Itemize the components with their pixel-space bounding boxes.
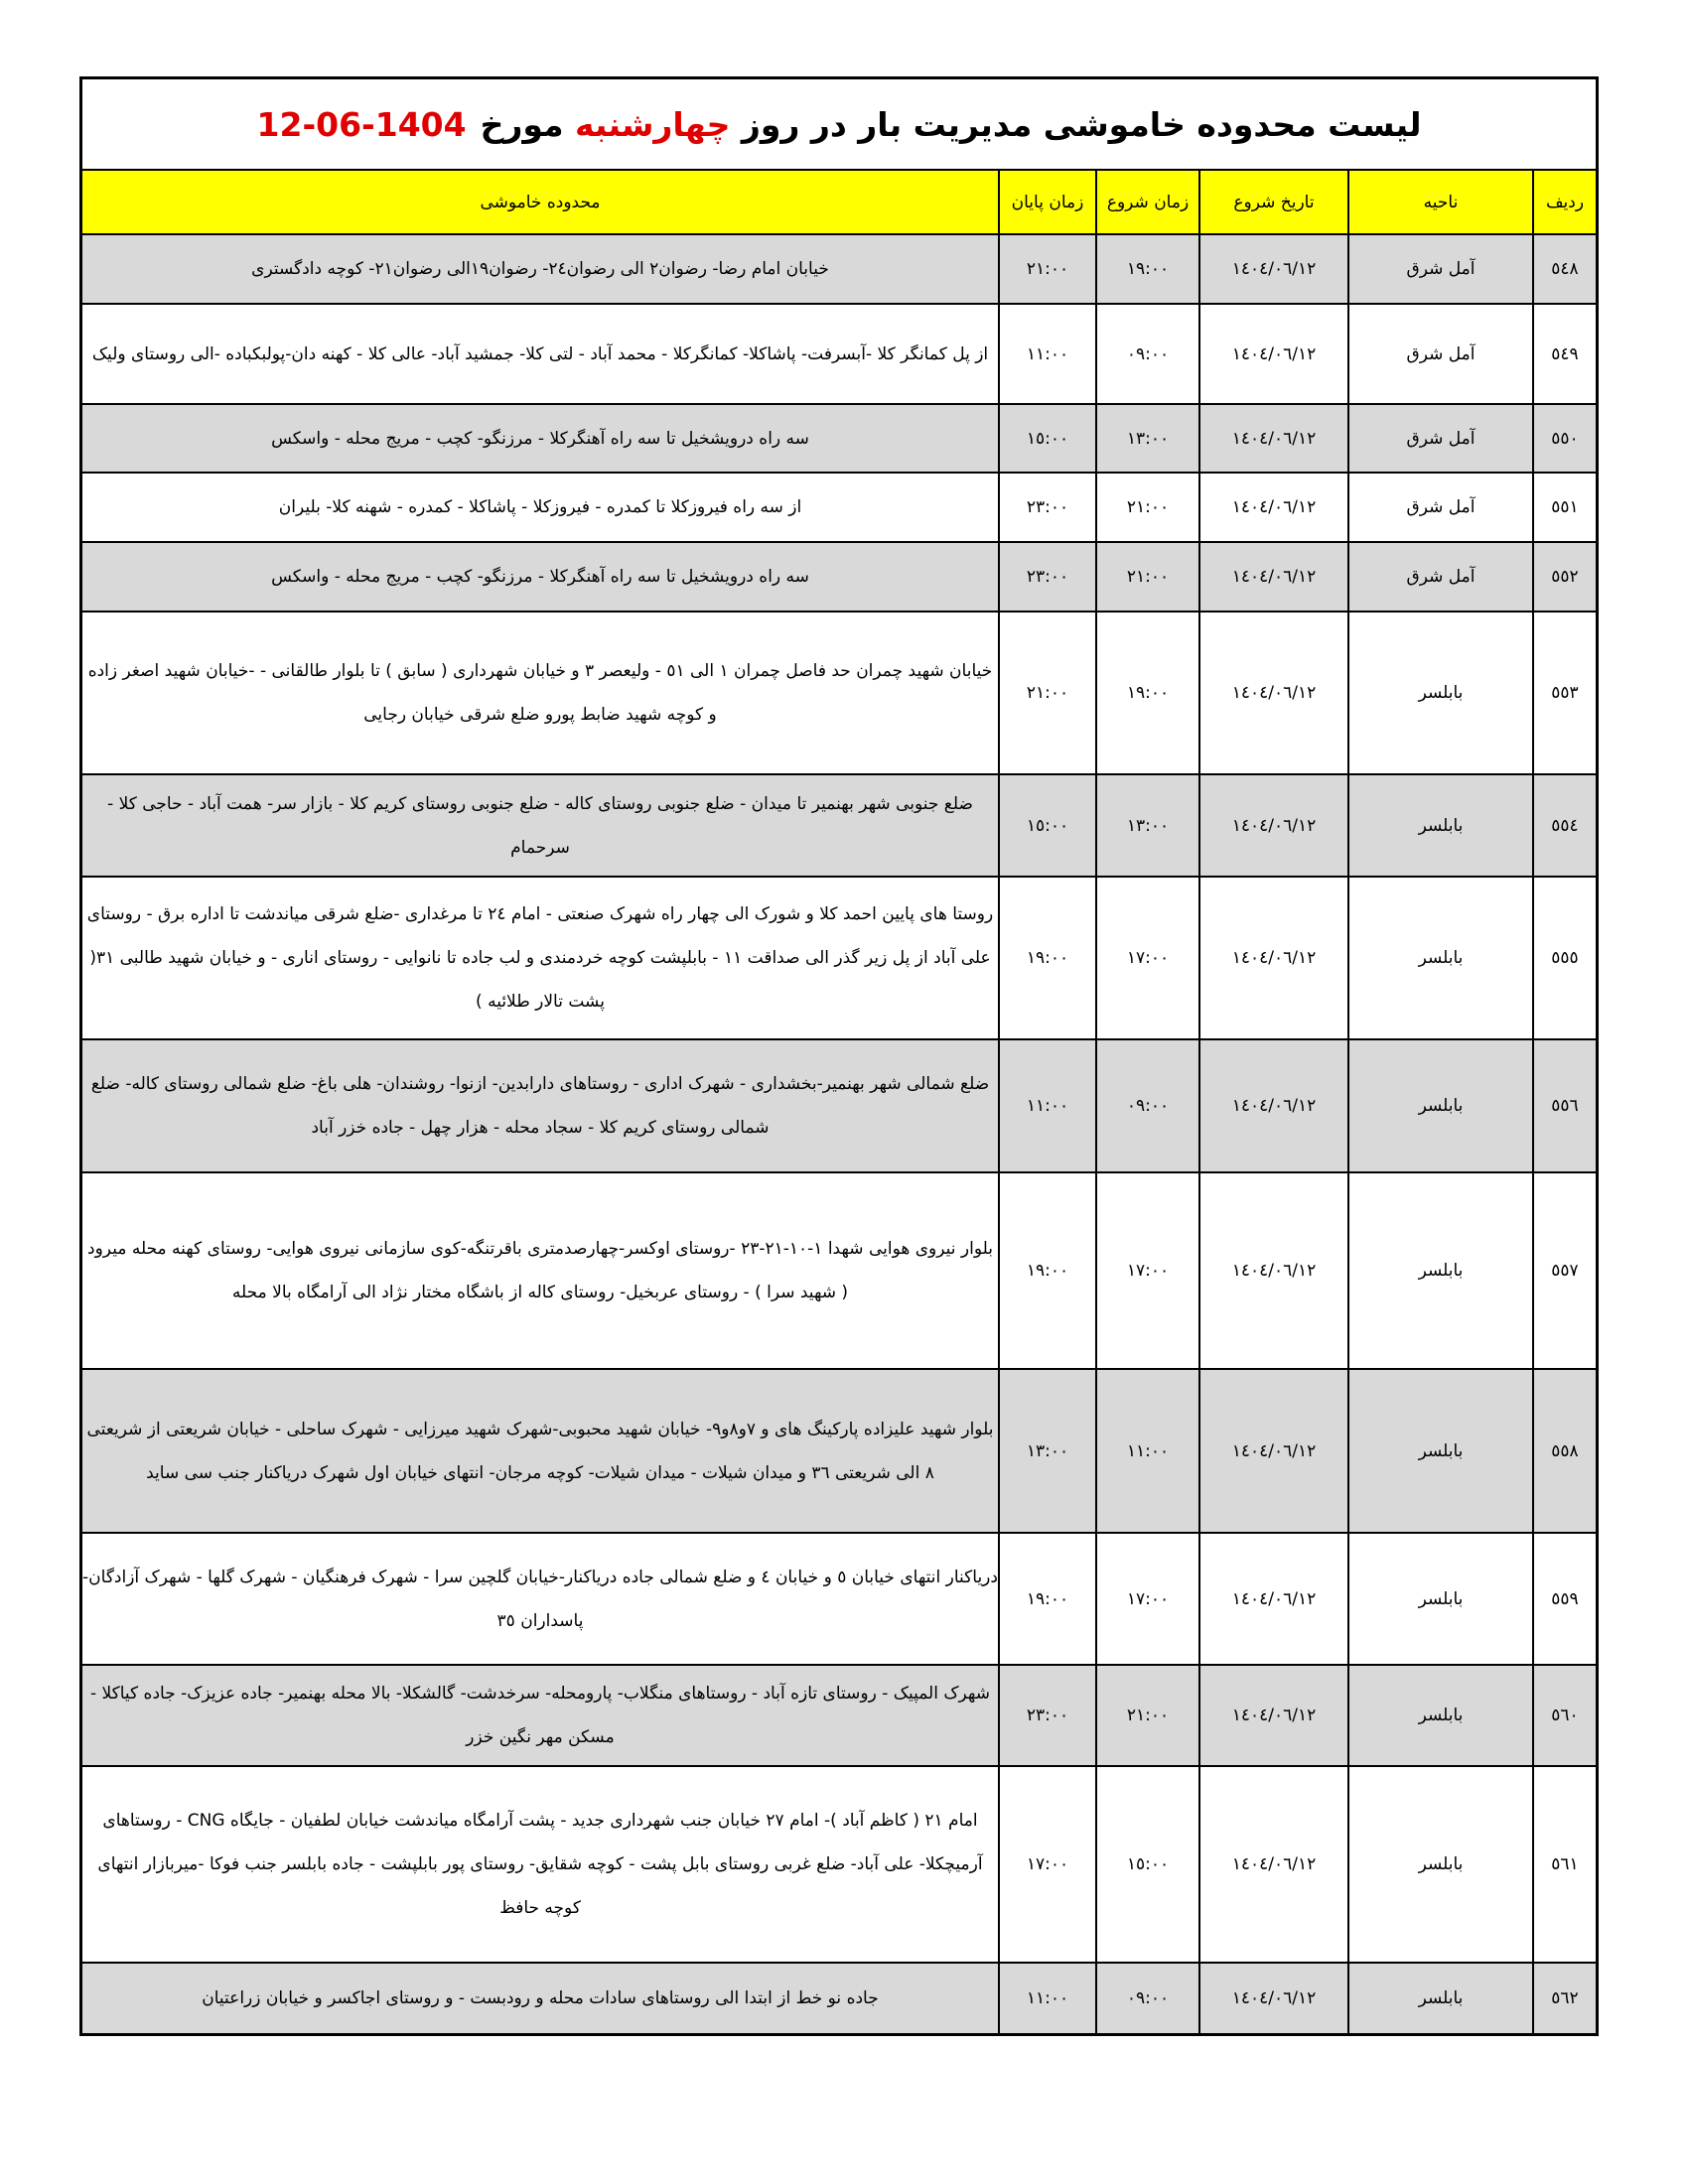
row-number: ٥٥١ [1533,473,1596,542]
region: بابلسر [1348,877,1533,1039]
region: بابلسر [1348,774,1533,877]
start-time: ٢١:٠٠ [1096,473,1199,542]
header-start-time: زمان شروع [1096,171,1199,234]
end-time: ١٥:٠٠ [999,774,1096,877]
region: بابلسر [1348,1172,1533,1369]
start-date: ١٤٠٤/٠٦/١٢ [1199,304,1348,404]
table-row [82,1963,1596,2033]
row-number: ٥٤٨ [1533,234,1596,304]
document-sheet [79,76,1599,2036]
start-time: ١١:٠٠ [1096,1369,1199,1533]
outage-area: خیابان امام رضا- رضوان٢ الی رضوان٢٤- رضوان١٩الی رضوان٢١- کوچه دادگستری [82,234,999,304]
region: بابلسر [1348,1963,1533,2033]
start-time: ١٣:٠٠ [1096,774,1199,877]
table-row [82,612,1596,774]
start-time: ١٧:٠٠ [1096,1533,1199,1665]
start-time: ٠٩:٠٠ [1096,304,1199,404]
start-time: ١٣:٠٠ [1096,404,1199,473]
table-row [82,1665,1596,1766]
table-row [82,1039,1596,1172]
outage-area: خیابان شهید چمران حد فاصل چمران ١ الی ٥١ - ولیعصر ٣ و خیابان شهرداری ( سابق ) تا بلوار طالقانی - -خیابان شهید اصغر زاده و کوچه شهید ضابط پورو ضلع شرقی خیابان رجایی [82,612,999,774]
start-date: ١٤٠٤/٠٦/١٢ [1199,234,1348,304]
end-time: ١٩:٠٠ [999,1533,1096,1665]
end-time: ١٩:٠٠ [999,877,1096,1039]
header-start-date: تاریخ شروع [1199,171,1348,234]
outage-area: بلوار شهید علیزاده پارکینگ های و ٧و٨و٩- خیابان شهید محبوبی-شهرک شهید میرزایی - شهرک ساحلی - خیابان شریعتی از شریعتی ٨ الی شریعتی ٣٦ و میدان شیلات - میدان شیلات- کوچه مرجان- انتهای خیابان اول شهرک دریاکنار جنب سی ساید [82,1369,999,1533]
region: بابلسر [1348,612,1533,774]
start-time: ٢١:٠٠ [1096,542,1199,612]
outage-area: بلوار نیروی هوایی شهدا ١-١٠-٢١-٢٣ -روستای اوکسر-چهارصدمتری باقرتنگه-کوی سازمانی نیروی هوایی- روستای کهنه محله میرود ( شهید سرا ) - روستای عربخیل- روستای کاله از باشگاه مختار نژاد الی آرامگاه بالا محله [82,1172,999,1369]
row-number: ٥٥٨ [1533,1369,1596,1533]
outage-area: جاده نو خط از ابتدا الی روستاهای سادات محله و رودبست - و روستای اجاکسر و خیابان زراعتیان [82,1963,999,2033]
title-mid-text: مورخ [480,104,564,144]
start-date: ١٤٠٤/٠٦/١٢ [1199,774,1348,877]
region: بابلسر [1348,1665,1533,1766]
end-time: ١١:٠٠ [999,304,1096,404]
outage-area: شهرک المپیک - روستای تازه آباد - روستاهای منگلاب- پارومحله- سرخدشت- گالشکلا- بالا محله بهنمیر- جاده عزیزک- جاده کیاکلا - مسکن مهر نگین خزر [82,1665,999,1766]
end-time: ١٥:٠٠ [999,404,1096,473]
table-row [82,1766,1596,1963]
region: بابلسر [1348,1369,1533,1533]
table-row [82,1533,1596,1665]
start-date: ١٤٠٤/٠٦/١٢ [1199,542,1348,612]
row-number: ٥٦٠ [1533,1665,1596,1766]
start-date: ١٤٠٤/٠٦/١٢ [1199,404,1348,473]
region: آمل شرق [1348,304,1533,404]
table-row [82,1172,1596,1369]
table-row [82,774,1596,877]
row-number: ٥٥٧ [1533,1172,1596,1369]
start-date: ١٤٠٤/٠٦/١٢ [1199,1963,1348,2033]
end-time: ٢٣:٠٠ [999,473,1096,542]
title-main-text: لیست محدوده خاموشی مدیریت بار در روز [741,104,1422,144]
region: آمل شرق [1348,234,1533,304]
region: آمل شرق [1348,473,1533,542]
end-time: ١٣:٠٠ [999,1369,1096,1533]
end-time: ٢١:٠٠ [999,612,1096,774]
end-time: ١١:٠٠ [999,1039,1096,1172]
region: بابلسر [1348,1039,1533,1172]
outage-area: سه راه درویشخیل تا سه راه آهنگرکلا - مرزنگو- کچب - مریج محله - واسکس [82,542,999,612]
title-date-text: 12-06-1404 [256,104,467,144]
start-date: ١٤٠٤/٠٦/١٢ [1199,877,1348,1039]
outage-area: روستا های پایین احمد کلا و شورک الی چهار راه شهرک صنعتی - امام ٢٤ تا مرغداری -ضلع شرقی میاندشت تا اداره برق - روستای علی آباد از پل زیر گذر الی صداقت ١١ - بابلپشت کوچه خردمندی و لب جاده تا نانوایی - روستای اناری - و خیابان شهید طالبی ٣١( پشت تالار طلائیه ) [82,877,999,1039]
start-time: ١٧:٠٠ [1096,1172,1199,1369]
start-time: ٠٩:٠٠ [1096,1039,1199,1172]
start-time: ٢١:٠٠ [1096,1665,1199,1766]
start-time: ٠٩:٠٠ [1096,1963,1199,2033]
region: آمل شرق [1348,542,1533,612]
end-time: ١٩:٠٠ [999,1172,1096,1369]
page-title [82,79,1596,171]
row-number: ٥٥٥ [1533,877,1596,1039]
table-row [82,473,1596,542]
outage-area: از پل کمانگر کلا -آبسرفت- پاشاکلا- کمانگرکلا - محمد آباد - لتی کلا- جمشید آباد- عالی کلا - کهنه دان-پولبکباده -الی روستای ولیک [82,304,999,404]
start-time: ١٥:٠٠ [1096,1766,1199,1963]
table-row [82,542,1596,612]
start-time: ١٩:٠٠ [1096,234,1199,304]
table-row [82,1369,1596,1533]
outage-area: دریاکنار انتهای خیابان ٥ و خیابان ٤ و ضلع شمالی جاده دریاکنار-خیابان گلچین سرا - شهرک فرهنگیان - شهرک گلها - شهرک آزادگان- پاسداران ٣٥ [82,1533,999,1665]
table-row [82,404,1596,473]
region: آمل شرق [1348,404,1533,473]
region: بابلسر [1348,1533,1533,1665]
outage-area: ضلع شمالی شهر بهنمیر-بخشداری - شهرک اداری - روستاهای دارابدین- ازنوا- روشندان- هلی باغ- ضلع شمالی روستای کاله- ضلع شمالی روستای کریم کلا - سجاد محله - هزار چهل - جاده خزر آباد [82,1039,999,1172]
start-date: ١٤٠٤/٠٦/١٢ [1199,1533,1348,1665]
start-date: ١٤٠٤/٠٦/١٢ [1199,612,1348,774]
row-number: ٥٦٢ [1533,1963,1596,2033]
row-number: ٥٥٣ [1533,612,1596,774]
header-row-number: ردیف [1533,171,1596,234]
end-time: ٢٣:٠٠ [999,1665,1096,1766]
row-number: ٥٥٠ [1533,404,1596,473]
region: بابلسر [1348,1766,1533,1963]
title-day-text: چهارشنبه [575,104,731,144]
header-row [82,171,1596,234]
start-time: ١٩:٠٠ [1096,612,1199,774]
outage-table [82,171,1596,2033]
table-header [82,171,1596,234]
table-row [82,234,1596,304]
start-date: ١٤٠٤/٠٦/١٢ [1199,1039,1348,1172]
table-body [82,234,1596,2033]
start-date: ١٤٠٤/٠٦/١٢ [1199,1369,1348,1533]
table-row [82,304,1596,404]
row-number: ٥٥٢ [1533,542,1596,612]
header-region: ناحیه [1348,171,1533,234]
row-number: ٥٥٤ [1533,774,1596,877]
start-date: ١٤٠٤/٠٦/١٢ [1199,1172,1348,1369]
outage-area: سه راه درویشخیل تا سه راه آهنگرکلا - مرزنگو- کچب - مریج محله - واسکس [82,404,999,473]
end-time: ١٧:٠٠ [999,1766,1096,1963]
start-date: ١٤٠٤/٠٦/١٢ [1199,1665,1348,1766]
end-time: ١١:٠٠ [999,1963,1096,2033]
table-row [82,877,1596,1039]
header-outage-area: محدوده خاموشی [82,171,999,234]
end-time: ٢١:٠٠ [999,234,1096,304]
row-number: ٥٤٩ [1533,304,1596,404]
row-number: ٥٥٦ [1533,1039,1596,1172]
outage-area: از سه راه فیروزکلا تا کمدره - فیروزکلا - پاشاکلا - کمدره - شهنه کلا- بلیران [82,473,999,542]
start-date: ١٤٠٤/٠٦/١٢ [1199,1766,1348,1963]
end-time: ٢٣:٠٠ [999,542,1096,612]
start-date: ١٤٠٤/٠٦/١٢ [1199,473,1348,542]
start-time: ١٧:٠٠ [1096,877,1199,1039]
outage-area: امام ٢١ ( کاظم آباد )- امام ٢٧ خیابان جنب شهرداری جدید - پشت آرامگاه میاندشت خیابان لطفیان - جایگاه CNG - روستاهای آرمیچکلا- علی آباد- ضلع غربی روستای بابل پشت - کوچه شقایق- روستای پور بابلپشت - جاده بابلسر جنب فوکا -میربازار انتهای کوچه حافظ [82,1766,999,1963]
header-end-time: زمان پایان [999,171,1096,234]
row-number: ٥٥٩ [1533,1533,1596,1665]
row-number: ٥٦١ [1533,1766,1596,1963]
outage-area: ضلع جنوبی شهر بهنمیر تا میدان - ضلع جنوبی روستای کاله - ضلع جنوبی روستای کریم کلا - بازار سر- همت آباد - حاجی کلا - سرحمام [82,774,999,877]
